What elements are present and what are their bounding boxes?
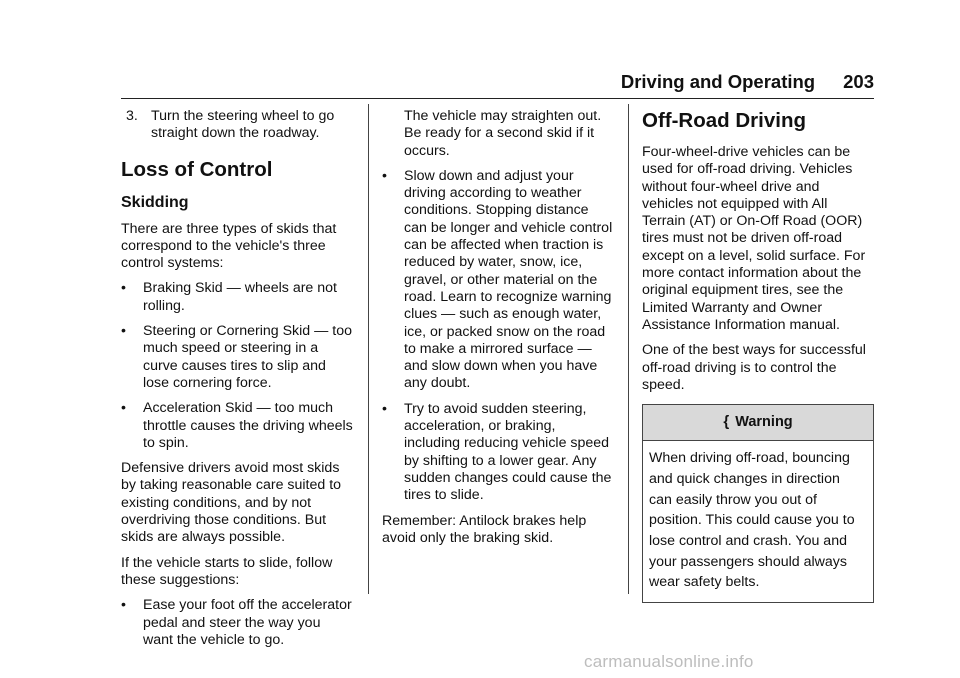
column-1 <box>121 108 353 657</box>
bullet-mark: • <box>121 597 126 614</box>
list-item-continuation <box>382 108 614 160</box>
column-divider-1 <box>368 104 369 594</box>
warning-body: When driving off-road, bouncing and quick changes in direction can easily throw you out of position. This could cause you to lose control and crash. You and your passengers should always wear safety belts. <box>649 450 855 591</box>
antilock-note-paragraph: Remember: Antilock brakes help avoid only the braking skid. <box>382 512 587 546</box>
off-road-paragraph-1: Four-wheel-drive vehicles can be used for off-road driving. Vehicles without four-wheel drive and vehicles not equipped with All Terrain (AT) or On-Off Road (OOR) tires must not be driven off-road except on a level, solid surface. For more contact information about the original equipment tires, see the Limited Warranty and Owner Assistance Information manual. <box>642 144 866 333</box>
watermark-text: carmanualsonline.info <box>584 652 754 671</box>
heading-loss-of-control: Loss of Control <box>121 157 273 181</box>
list-item <box>121 280 353 315</box>
warning-title: Warning <box>735 414 793 431</box>
list-item <box>121 597 353 649</box>
page-number: 203 <box>843 71 874 92</box>
list-item-text: Braking Skid — wheels are not rolling. <box>143 280 337 314</box>
column-2 <box>382 108 614 555</box>
bullet-mark: • <box>121 400 126 417</box>
warning-header <box>643 405 873 441</box>
list-item-text: Ease your foot off the accelerator pedal and steer the way you want the vehicle to go. <box>143 597 352 648</box>
warning-icon: { <box>723 413 730 431</box>
list-item-text: Slow down and adjust your driving according to weather conditions. Stopping distance can be longer and vehicle control can be affected when traction is reduced by water, snow, ice, gravel, or other material on the road. Learn to recognize warning clues — such as enough water, ice, or packed snow on the road to make a mirrored surface — and slow down when you have any doubt. <box>404 167 613 392</box>
list-item <box>382 168 614 393</box>
list-item-text: Try to avoid sudden steering, acceleration, or braking, including reducing vehicle speed by shifting to a lower gear. Any sudden changes could cause the tires to slide. <box>404 400 612 504</box>
heading-skidding: Skidding <box>121 193 189 211</box>
column-divider-2 <box>628 104 629 594</box>
bullet-mark: • <box>382 400 387 417</box>
off-road-paragraph-2: One of the best ways for successful off-road driving is to control the speed. <box>642 342 866 393</box>
running-head <box>560 70 874 94</box>
list-item-text: The vehicle may straighten out. Be ready for a second skid if it occurs. <box>404 108 602 159</box>
step-text: Turn the steering wheel to go straight down the roadway. <box>151 108 335 142</box>
list-item <box>121 323 353 392</box>
bullet-mark: • <box>121 280 126 297</box>
skid-intro-paragraph: There are three types of skids that correspond to the vehicle's three control systems: <box>121 220 337 272</box>
list-item-text: Acceleration Skid — too much throttle causes the driving wheels to spin. <box>143 400 353 451</box>
heading-off-road-driving: Off-Road Driving <box>642 109 806 132</box>
section-title: Driving and Operating <box>620 71 816 92</box>
numbered-step <box>121 108 353 143</box>
list-item <box>382 401 614 505</box>
defensive-drivers-paragraph: Defensive drivers avoid most skids by taking reasonable care suited to existing conditions, and by not overdriving those conditions. But skids are always possible. <box>121 460 342 546</box>
list-item-text: Steering or Cornering Skid — too much speed or steering in a curve causes tires to slip and lose cornering force. <box>143 323 352 391</box>
warning-box <box>642 404 874 603</box>
bullet-mark: • <box>121 323 126 340</box>
header-rule <box>121 98 874 99</box>
list-item <box>121 400 353 452</box>
bullet-mark: • <box>382 167 387 184</box>
column-3 <box>642 108 874 603</box>
step-number: 3. <box>126 108 138 124</box>
slide-intro-paragraph: If the vehicle starts to slide, follow these suggestions: <box>121 554 333 588</box>
